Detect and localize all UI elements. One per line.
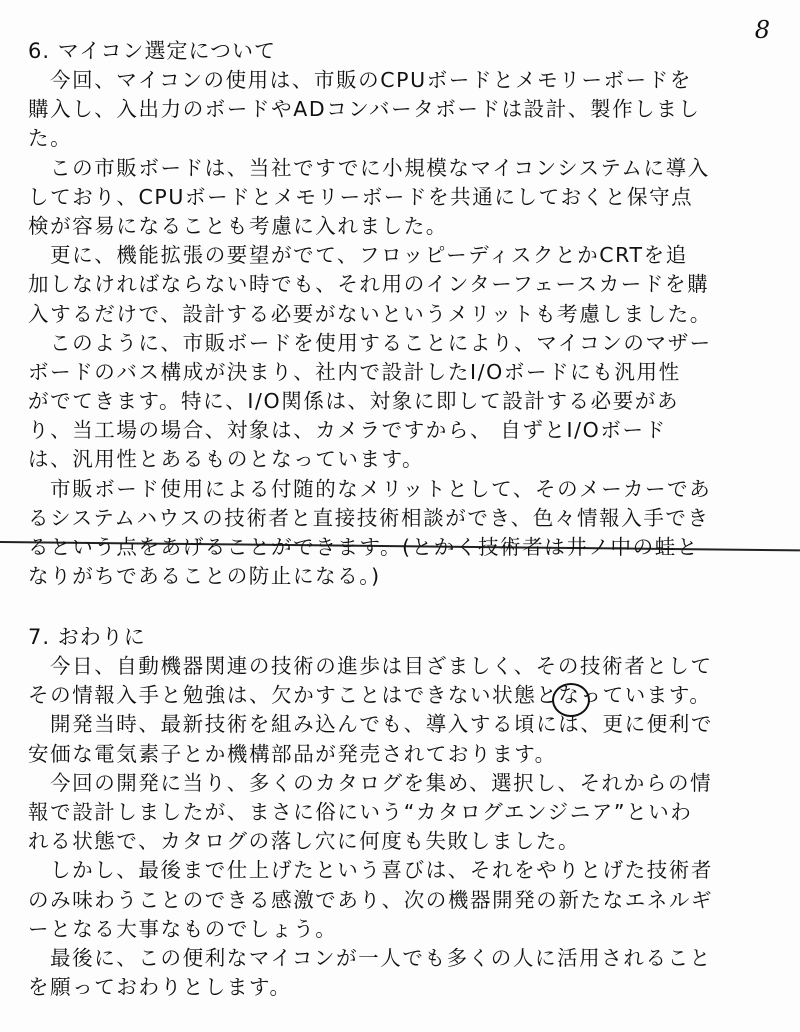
manuscript-line: のみ味わうことのできる感激であり、次の機器開発の新たなエネルギ [28,887,714,912]
manuscript-line: た。 [28,126,73,151]
manuscript-line: は、汎用性とあるものとなっています。 [28,447,425,472]
manuscript-line: 検が容易になることも考慮に入れました。 [28,213,448,238]
manuscript-line: 購入し、入出力のボードやADコンバータボードは設計、製作しまし [28,97,701,122]
section-heading: 7. おわりに [28,625,146,649]
section-body [28,652,778,1002]
manuscript-line: ーとなる大事なものでしょう。 [28,916,338,941]
manuscript-line: がでてきます。特に、I/O関係は、対象に即して設計する必要があ [28,389,680,414]
section-7 [28,622,778,1002]
manuscript-line: しかし、最後まで仕上げたという喜びは、それをやりとげた技術者 [50,858,713,883]
manuscript-line: その情報入手と勉強は、欠かすことはできない状態となっています。 [28,683,712,708]
section-6 [28,36,778,591]
manuscript-line: れる状態で、カタログの落し穴に何度も失敗しました。 [28,829,581,854]
manuscript-line: 入するだけで、設計する必要がないというメリットも考慮しました。 [28,301,712,326]
section-heading: 6. マイコン選定について [28,39,277,63]
manuscript-line: 更に、機能拡張の要望がでて、フロッピーディスクとかCRTを追 [50,243,688,268]
manuscript-line: るシステムハウスの技術者と直接技術相談ができ、色々情報入手でき [28,505,710,530]
manuscript-line: 今回の開発に当り、多くのカタログを集め、選択し、それからの情 [50,770,713,795]
manuscript-line: 今回、マイコンの使用は、市販のCPUボードとメモリーボードを [50,68,692,92]
manuscript-line: 今日、自動機器関連の技術の進歩は目ざましく、その技術者として [50,654,713,678]
manuscript-line: ボードのバス構成が決まり、社内で設計したI/Oボードにも汎用性 [28,359,681,384]
manuscript-line: 開発当時、最新技術を組み込んでも、導入する頃には、更に便利で [50,712,713,737]
manuscript-line: 最後に、この便利なマイコンが一人でも多くの人に活用されること [50,945,712,970]
manuscript-line: 報で設計しましたが、まさに俗にいう“カタログエンジニア”といわ [28,799,693,824]
manuscript-line: このように、市販ボードを使用することにより、マイコンのマザー [50,330,712,355]
manuscript-line: 市販ボード使用による付随的なメリットとして、そのメーカーであ [50,476,712,501]
manuscript-line: を願っておわりとします。 [28,975,292,1000]
manuscript-line: しており、CPUボードとメモリーボードを共通にしておくと保守点 [28,184,694,209]
manuscript-line: この市販ボードは、当社ですでに小規模なマイコンシステムに導入 [50,155,710,180]
page-number: 8 [754,16,770,44]
manuscript-line: なりがちであることの防止になる。) [28,564,381,589]
section-body [28,66,778,591]
manuscript-line: るという点をあげることができます。(とかく技術者は井ノ中の蛙と [28,535,699,559]
manuscript-line: り、当工場の場合、対象は、カメラですから、 自ずとI/Oボード [28,418,667,443]
manuscript-line: 安価な電気素子とか機構部品が発売されております。 [28,741,557,766]
manuscript-line: 加しなければならない時でも、それ用のインターフェースカードを購 [28,272,710,297]
